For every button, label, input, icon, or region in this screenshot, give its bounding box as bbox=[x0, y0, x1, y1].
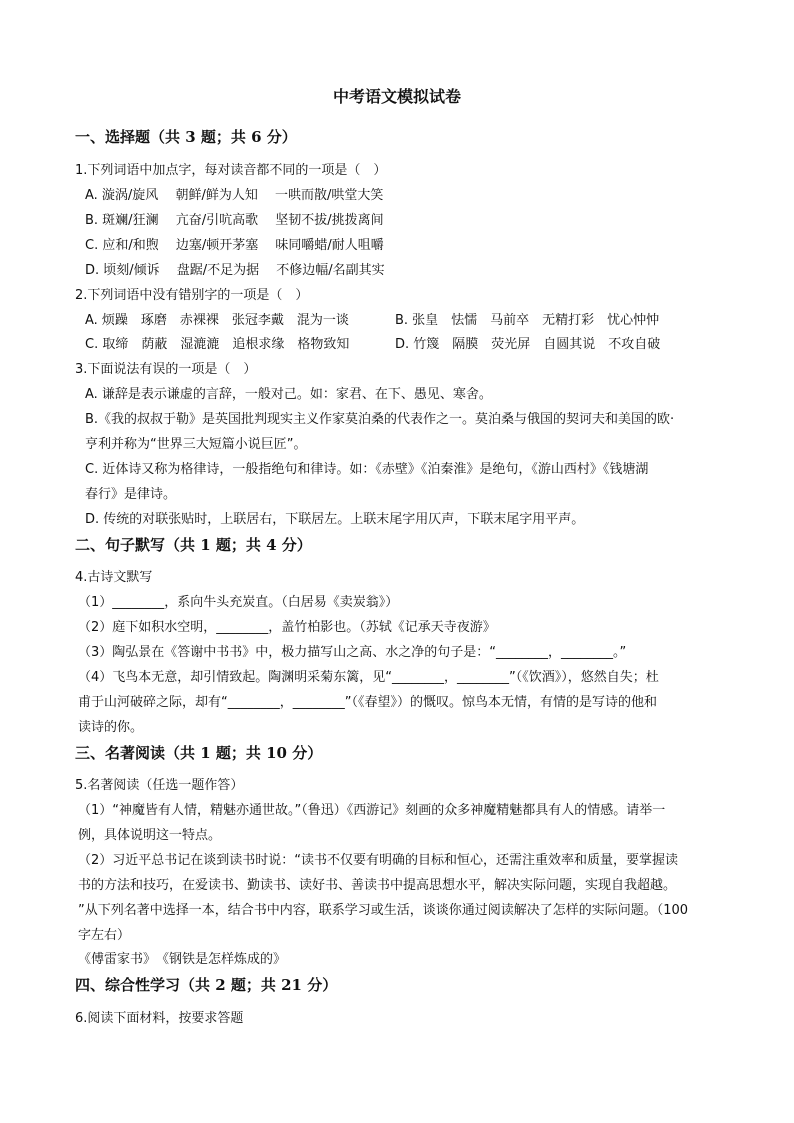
question-2-option-d: D. 竹篾 隔膜 荧光屏 自圆其说 不攻自破 bbox=[395, 337, 661, 352]
question-5-line-1: （1）“神魔皆有人情，精魅亦通世故。”（鲁迅）《西游记》刻画的众多神魔精魅都具有人的情感。请举一 bbox=[78, 803, 666, 818]
question-1-option-d: D. 顷刻/倾诉 盘踞/不足为据 不修边幅/名副其实 bbox=[85, 263, 385, 278]
question-4-stem: 4.古诗文默写 bbox=[75, 570, 153, 585]
question-5-book-list: 《傅雷家书》 《钢铁是怎样炼成的》 bbox=[78, 952, 287, 967]
question-2-stem: 2.下列词语中没有错别字的一项是（ ） bbox=[75, 288, 309, 303]
question-3-option-b-line1: B.《我的叔叔于勒》是英国批判现实主义作家莫泊桑的代表作之一。莫泊桑与俄国的契诃夫和美国的欧· bbox=[85, 412, 675, 427]
question-3-option-b-line2: 亨利并称为“世界三大短篇小说巨匠”。 bbox=[85, 437, 307, 452]
question-2-option-b: B. 张皇 怯懦 马前卒 无精打彩 忧心忡忡 bbox=[395, 313, 660, 328]
question-4-line-1: （1）________，系向牛头充炭直。（白居易《卖炭翁》） bbox=[78, 595, 399, 610]
question-4-line-2: （2）庭下如积水空明，________，盖竹柏影也。（苏轼《记承天寺夜游》 bbox=[78, 620, 496, 635]
section-heading-choice: 一、选择题（共 3 题；共 6 分） bbox=[75, 128, 297, 146]
question-1-option-c: C. 应和/和煦 边塞/顿开茅塞 味同嚼蜡/耐人咀嚼 bbox=[85, 238, 384, 253]
question-5-line-2: 例，具体说明这一特点。 bbox=[78, 828, 222, 843]
question-3-option-c-line2: 春行》是律诗。 bbox=[85, 487, 177, 502]
question-5-line-5: ”从下列名著中选择一本，结合书中内容，联系学习或生活，谈谈你通过阅读解决了怎样的实际问题。（100 bbox=[78, 903, 689, 918]
question-3-option-c-line1: C. 近体诗又称为格律诗，一般指绝句和律诗。如：《赤壁》《泊秦淮》是绝句，《游山西村》《钱塘湖 bbox=[85, 462, 649, 477]
question-1-stem: 1.下列词语中加点字，每对读音都不同的一项是（ ） bbox=[75, 163, 387, 178]
question-4-line-5: 甫于山河破碎之际，却有“________，________”（《春望》）的慨叹。惊鸟本无情，有情的是写诗的他和 bbox=[78, 695, 657, 710]
section-heading-classics: 三、名著阅读（共 1 题；共 10 分） bbox=[75, 744, 323, 762]
section-heading-comprehensive: 四、综合性学习（共 2 题；共 21 分） bbox=[75, 976, 338, 994]
question-3-stem: 3.下面说法有误的一项是（ ） bbox=[75, 362, 257, 377]
section-heading-recitation: 二、句子默写（共 1 题；共 4 分） bbox=[75, 536, 312, 554]
question-5-line-3: （2）习近平总书记在谈到读书时说：“读书不仅要有明确的目标和恒心，还需注重效率和质量，要掌握读 bbox=[78, 853, 679, 868]
question-4-line-6: 读诗的你。 bbox=[78, 720, 144, 735]
question-1-option-a: A. 漩涡/旋风 朝鲜/鲜为人知 一哄而散/哄堂大笑 bbox=[85, 188, 384, 203]
question-2-option-c: C. 取缔 荫蔽 湿漉漉 追根求缘 格物致知 bbox=[85, 337, 350, 352]
question-3-option-d: D. 传统的对联张贴时，上联居右，下联居左。上联末尾字用仄声，下联末尾字用平声。 bbox=[85, 512, 585, 527]
page-title: 中考语文模拟试卷 bbox=[332, 87, 461, 106]
question-3-option-a: A. 谦辞是表示谦虚的言辞，一般对己。如：家君、在下、愚见、寒舍。 bbox=[85, 387, 492, 402]
question-5-line-4: 书的方法和技巧，在爱读书、勤读书、读好书、善读书中提高思想水平，解决实际问题，实现自我超越。 bbox=[78, 878, 677, 893]
question-4-line-3: （3）陶弘景在《答谢中书书》中，极力描写山之高、水之净的句子是：“________，________。” bbox=[78, 645, 627, 660]
question-4-line-4: （4）飞鸟本无意，却引情致起。陶渊明采菊东篱，见“________，________”（《饮酒》），悠然自失；杜 bbox=[78, 670, 659, 685]
question-6-stem: 6.阅读下面材料，按要求答题 bbox=[75, 1011, 244, 1026]
question-5-stem: 5.名著阅读（任选一题作答） bbox=[75, 778, 244, 793]
question-5-line-6: 字左右） bbox=[78, 928, 131, 943]
question-2-option-a: A. 烦躁 琢磨 赤裸裸 张冠李戴 混为一谈 bbox=[85, 313, 349, 328]
question-1-option-b: B. 斑斓/狂澜 亢奋/引吭高歌 坚韧不拔/挑拨离间 bbox=[85, 213, 384, 228]
